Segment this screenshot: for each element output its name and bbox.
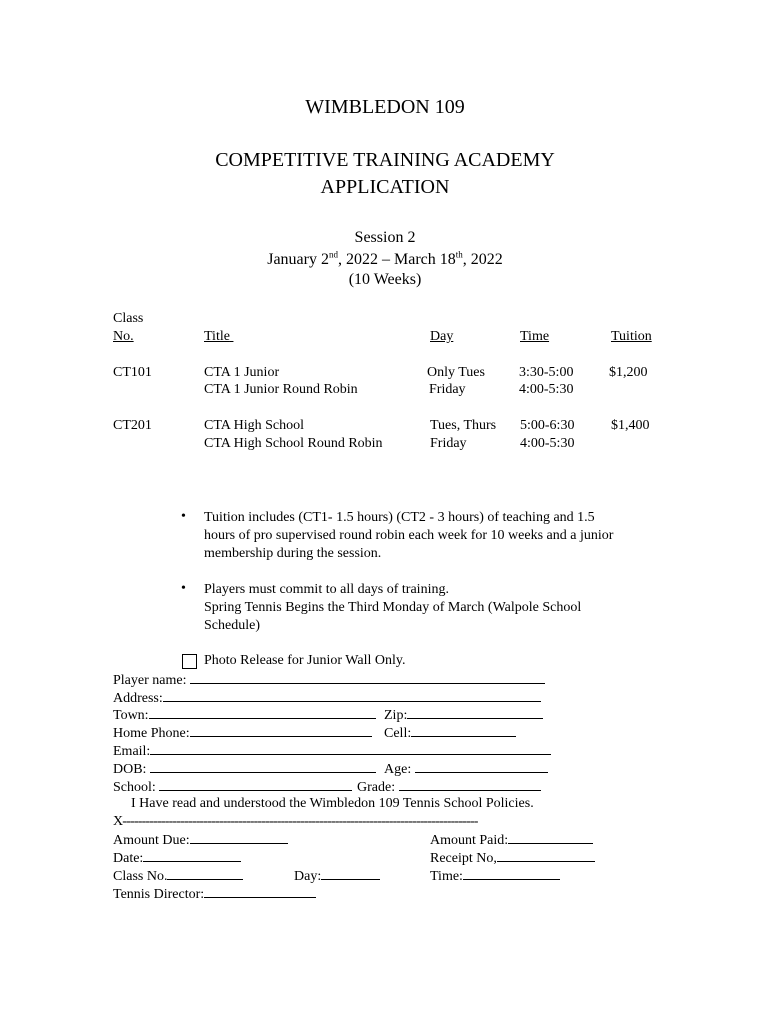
photo-release-label: Photo Release for Junior Wall Only.: [204, 653, 406, 668]
bullet-2-line-1: Players must commit to all days of training.: [204, 582, 449, 597]
player-name-field[interactable]: [190, 672, 545, 684]
session-dates: [0, 251, 770, 269]
table-row-1-day-1: Only Tues: [427, 365, 485, 380]
bullet-2-text: [204, 581, 644, 635]
table-row-2-day-2: Friday: [430, 436, 467, 451]
day-row: [294, 868, 380, 885]
bullet-1-line-3: membership during the session.: [204, 546, 382, 561]
dob-row: [113, 761, 376, 778]
tennis-director-field[interactable]: [204, 886, 316, 898]
zip-row: [384, 707, 543, 724]
receipt-no-field[interactable]: [497, 850, 595, 862]
bullet-2-line-2: Spring Tennis Begins the Third Monday of March (Walpole School: [204, 600, 582, 615]
email-row: [113, 743, 551, 760]
table-row-1-title-2: CTA 1 Junior Round Robin: [204, 382, 358, 397]
age-row: [384, 761, 548, 778]
table-row-2-tuition: $1,400: [611, 418, 650, 433]
receipt-no-label: Receipt No,: [430, 851, 497, 866]
bullet-2-line-3: Schedule): [204, 618, 260, 633]
signature-line[interactable]: X--------------------------------------------------------------------------------------------: [113, 814, 478, 829]
amount-due-field[interactable]: [190, 832, 288, 844]
class-no-field[interactable]: [167, 868, 243, 880]
grade-label: Grade:: [357, 780, 396, 795]
town-field[interactable]: [149, 707, 376, 719]
address-field[interactable]: [163, 690, 541, 702]
table-row-1-day-2: Friday: [429, 382, 466, 397]
date-field[interactable]: [143, 850, 241, 862]
amount-due-row: [113, 832, 288, 849]
col-day-header: Day: [430, 329, 454, 344]
school-label: School:: [113, 780, 156, 795]
address-label: Address:: [113, 691, 163, 706]
tennis-director-label: Tennis Director:: [113, 887, 205, 902]
bullet-1-text: [204, 509, 644, 563]
session-dates-end: , 2022: [462, 251, 503, 268]
session-duration: (10 Weeks): [348, 271, 422, 288]
document-subtitle-line1: COMPETITIVE TRAINING ACADEMY: [215, 149, 555, 171]
home-phone-row: [113, 725, 372, 742]
date-row: [113, 850, 241, 867]
town-label: Town:: [113, 708, 149, 723]
table-row-2-time-1: 5:00-6:30: [520, 418, 575, 433]
bullet-2-marker: •: [181, 581, 186, 596]
home-phone-label: Home Phone:: [113, 726, 190, 741]
photo-release-checkbox[interactable]: [182, 654, 197, 669]
table-row-1-title-1: CTA 1 Junior: [204, 365, 280, 380]
cell-label: Cell:: [384, 726, 412, 741]
cell-field[interactable]: [411, 725, 516, 737]
zip-field[interactable]: [407, 707, 543, 719]
receipt-no-row: [430, 850, 595, 867]
table-row-1-time-1: 3:30-5:00: [519, 365, 574, 380]
policy-statement: I Have read and understood the Wimbledon 109 Tennis School Policies.: [131, 796, 534, 811]
grade-field[interactable]: [399, 779, 541, 791]
session-dates-start-sup: nd: [328, 249, 338, 260]
table-row-2-day-1: Tues, Thurs: [430, 418, 497, 433]
age-field[interactable]: [415, 761, 548, 773]
home-phone-field[interactable]: [190, 725, 372, 737]
day-field[interactable]: [321, 868, 380, 880]
school-row: [113, 779, 352, 796]
table-row-2-title-1: CTA High School: [204, 418, 304, 433]
town-row: [113, 707, 376, 724]
document-subtitle-line2: APPLICATION: [320, 176, 450, 198]
day-label: Day:: [294, 869, 322, 884]
time-row: [430, 868, 560, 885]
document-title: WIMBLEDON 109: [305, 96, 465, 118]
col-title-header: [204, 329, 336, 345]
session-dates-start: January 2: [267, 251, 329, 268]
session-dates-mid: , 2022 – March 18: [337, 251, 456, 268]
table-row-2-class: CT201: [113, 418, 152, 433]
bullet-1-line-2: hours of pro supervised round robin each week for 10 weeks and a junior: [204, 528, 614, 543]
table-row-2-title-2: CTA High School Round Robin: [204, 436, 383, 451]
dob-label: DOB:: [113, 762, 147, 777]
tennis-director-row: [113, 886, 316, 903]
email-field[interactable]: [150, 743, 551, 755]
school-field[interactable]: [159, 779, 352, 791]
col-title-label: Title: [204, 329, 230, 344]
col-title-underline: [230, 329, 336, 345]
table-row-1-class: CT101: [113, 365, 152, 380]
amount-paid-label: Amount Paid:: [430, 833, 509, 848]
table-row-2-time-2: 4:00-5:30: [520, 436, 575, 451]
col-time-header: Time: [520, 329, 550, 344]
age-label: Age:: [384, 762, 412, 777]
table-row-1-time-2: 4:00-5:30: [519, 382, 574, 397]
col-class-line2: No.: [113, 329, 134, 344]
cell-row: [384, 725, 516, 742]
time-label: Time:: [430, 869, 463, 884]
amount-paid-row: [430, 832, 593, 849]
class-no-row: [113, 868, 243, 885]
player-name-row: [113, 672, 545, 689]
email-label: Email:: [113, 744, 151, 759]
dob-field[interactable]: [150, 761, 376, 773]
session-label: Session 2: [354, 229, 416, 246]
table-row-1-tuition: $1,200: [609, 365, 648, 380]
time-field[interactable]: [463, 868, 560, 880]
class-no-label: Class No.: [113, 869, 168, 884]
player-name-label: Player name:: [113, 673, 187, 688]
amount-due-label: Amount Due:: [113, 833, 190, 848]
bullet-1-marker: •: [181, 509, 186, 524]
grade-row: [357, 779, 541, 796]
date-label: Date:: [113, 851, 144, 866]
bullet-1-line-1: Tuition includes (CT1- 1.5 hours) (CT2 - 3 hours) of teaching and 1.5: [204, 510, 595, 525]
address-row: [113, 690, 541, 707]
amount-paid-field[interactable]: [508, 832, 593, 844]
zip-label: Zip:: [384, 708, 408, 723]
col-class-line1: Class: [113, 311, 144, 326]
col-tuition-header: Tuition: [611, 329, 652, 344]
session-dates-end-sup: th: [455, 249, 463, 260]
